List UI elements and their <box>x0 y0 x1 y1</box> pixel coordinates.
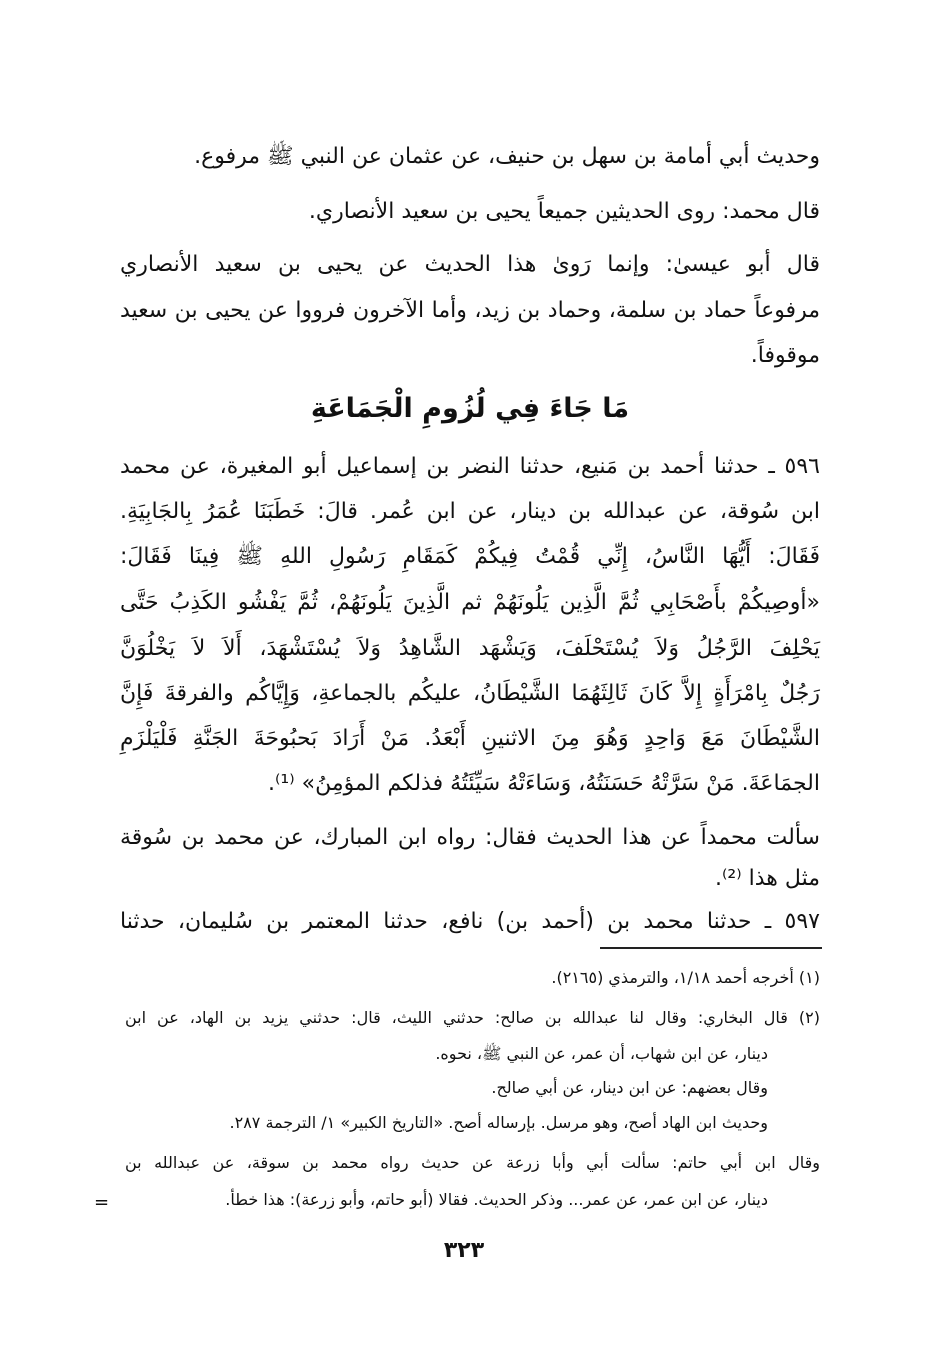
hadith-596-line: يَحْلِفَ الرَّجُلُ وَلاَ يُسْتَحْلَفَ، وَيَشْهَد الشَّاهِدُ وَلاَ يُسْتَشْهَدَ، أَلاَ لاَ يَخْلُوَنَّ <box>120 636 820 661</box>
paragraph-line: سألت محمداً عن هذا الحديث فقال: رواه ابن المبارك، عن محمد بن سُوقة <box>120 825 820 850</box>
hadith-596-line: الجمَاعَةَ. مَنْ سَرَّتْهُ حَسَنَتُهُ، وَسَاءَتْهُ سَيِّئَتُهُ فذلكم المؤمِنُ» ⁽¹⁾. <box>268 771 820 796</box>
footnote-2-line: وقال ابن أبي حاتم: سألت أبي وأبا زرعة عن حديث رواه محمد بن سوقة، عن عبدالله بن <box>125 1153 820 1172</box>
hadith-596-line: ٥٩٦ ـ حدثنا أحمد بن مَنيع، حدثنا النضر بن إسماعيل أبو المغيرة، عن محمد <box>120 454 820 479</box>
paragraph-line: قال أبو عيسىٰ: وإنما رَوىٰ هذا الحديث عن يحيى بن سعيد الأنصاري <box>120 252 820 277</box>
footnote-2-line: وحديث ابن الهاد أصح، وهو مرسل. بإرساله أصح. «التاريخ الكبير» ١/ الترجمة ٢٨٧. <box>229 1113 768 1132</box>
hadith-596-line: رَجُلٌ بِامْرَأَةٍ إِلاَّ كَانَ ثَالِثَهُمَا الشَّيْطَانُ، عليكُم بالجماعةِ، وَإِيَّاكُم والفرقةَ فَإِنَّ <box>120 681 820 706</box>
hadith-597-line: ٥٩٧ ـ حدثنا محمد بن (أحمد بن) نافع، حدثنا المعتمر بن سُليمان، حدثنا <box>120 909 820 934</box>
footnote-1: (١) أخرجه أحمد ١/١٨، والترمذي (٢١٦٥). <box>551 968 820 987</box>
paragraph-line: قال محمد: روى الحديثين جميعاً يحيى بن سعيد الأنصاري. <box>308 199 820 224</box>
hadith-596-line: ابن سُوقة، عن عبدالله بن دينار، عن ابن عُمر. قالَ: خَطَبَنَا عُمَرُ بِالجَابِيَةِ. <box>120 499 820 524</box>
paragraph-line: مثل هذا ⁽²⁾. <box>715 866 820 891</box>
footnote-2-line: دينار، عن ابن شهاب، أن عمر، عن النبي ﷺ، نحوه. <box>435 1044 768 1063</box>
footnote-2-line: دينار، عن ابن عمر، عن عمر... وذكر الحديث. فقالا (أبو حاتم، وأبو زرعة): هذا خطأ. <box>225 1190 768 1209</box>
page-number: ٣٢٣ <box>443 1238 485 1263</box>
section-heading: مَا جَاءَ فِي لُزُومِ الْجَمَاعَةِ <box>310 393 630 424</box>
hadith-596-line: «أوصِيكُمْ بأَصْحَابِي ثُمَّ الَّذِين يَلُونَهُمْ ثم الَّذِينَ يَلُونَهُمْ، ثُمَّ يَفْشُو الكَذِبُ حَتَّى <box>120 590 820 615</box>
hadith-596-line: فَقَالَ: أَيُّهَا النَّاسُ، إِنِّي قُمْتُ فِيكُمْ كَمَقَامِ رَسُولِ اللهِ ﷺ فِينَا فَقَالَ: <box>120 544 820 569</box>
footnote-separator <box>600 947 822 949</box>
paragraph-line: موقوفاً. <box>750 343 820 368</box>
footnote-2-line: وقال بعضهم: عن ابن دينار، عن أبي صالح. <box>491 1078 768 1097</box>
continuation-mark: = <box>94 1192 110 1213</box>
hadith-596-line: الشَّيْطَانَ مَعَ وَاحِدٍ وَهُوَ مِنَ الاثنينِ أَبْعَدُ. مَنْ أَرَادَ بَحبُوحَةَ الجَنَّةِ فَلْيَلْزَمِ <box>120 726 820 751</box>
footnote-2-line: (٢) قال البخاري: وقال لنا عبدالله بن صالح: حدثني الليث، قال: حدثني يزيد بن الهاد، عن ابن <box>125 1008 820 1027</box>
paragraph-line: مرفوعاً حماد بن سلمة، وحماد بن زيد، وأما الآخرون فرووا عن يحيى بن سعيد <box>120 298 820 323</box>
paragraph-line: وحديث أبي أمامة بن سهل بن حنيف، عن عثمان عن النبي ﷺ مرفوع. <box>194 144 820 169</box>
